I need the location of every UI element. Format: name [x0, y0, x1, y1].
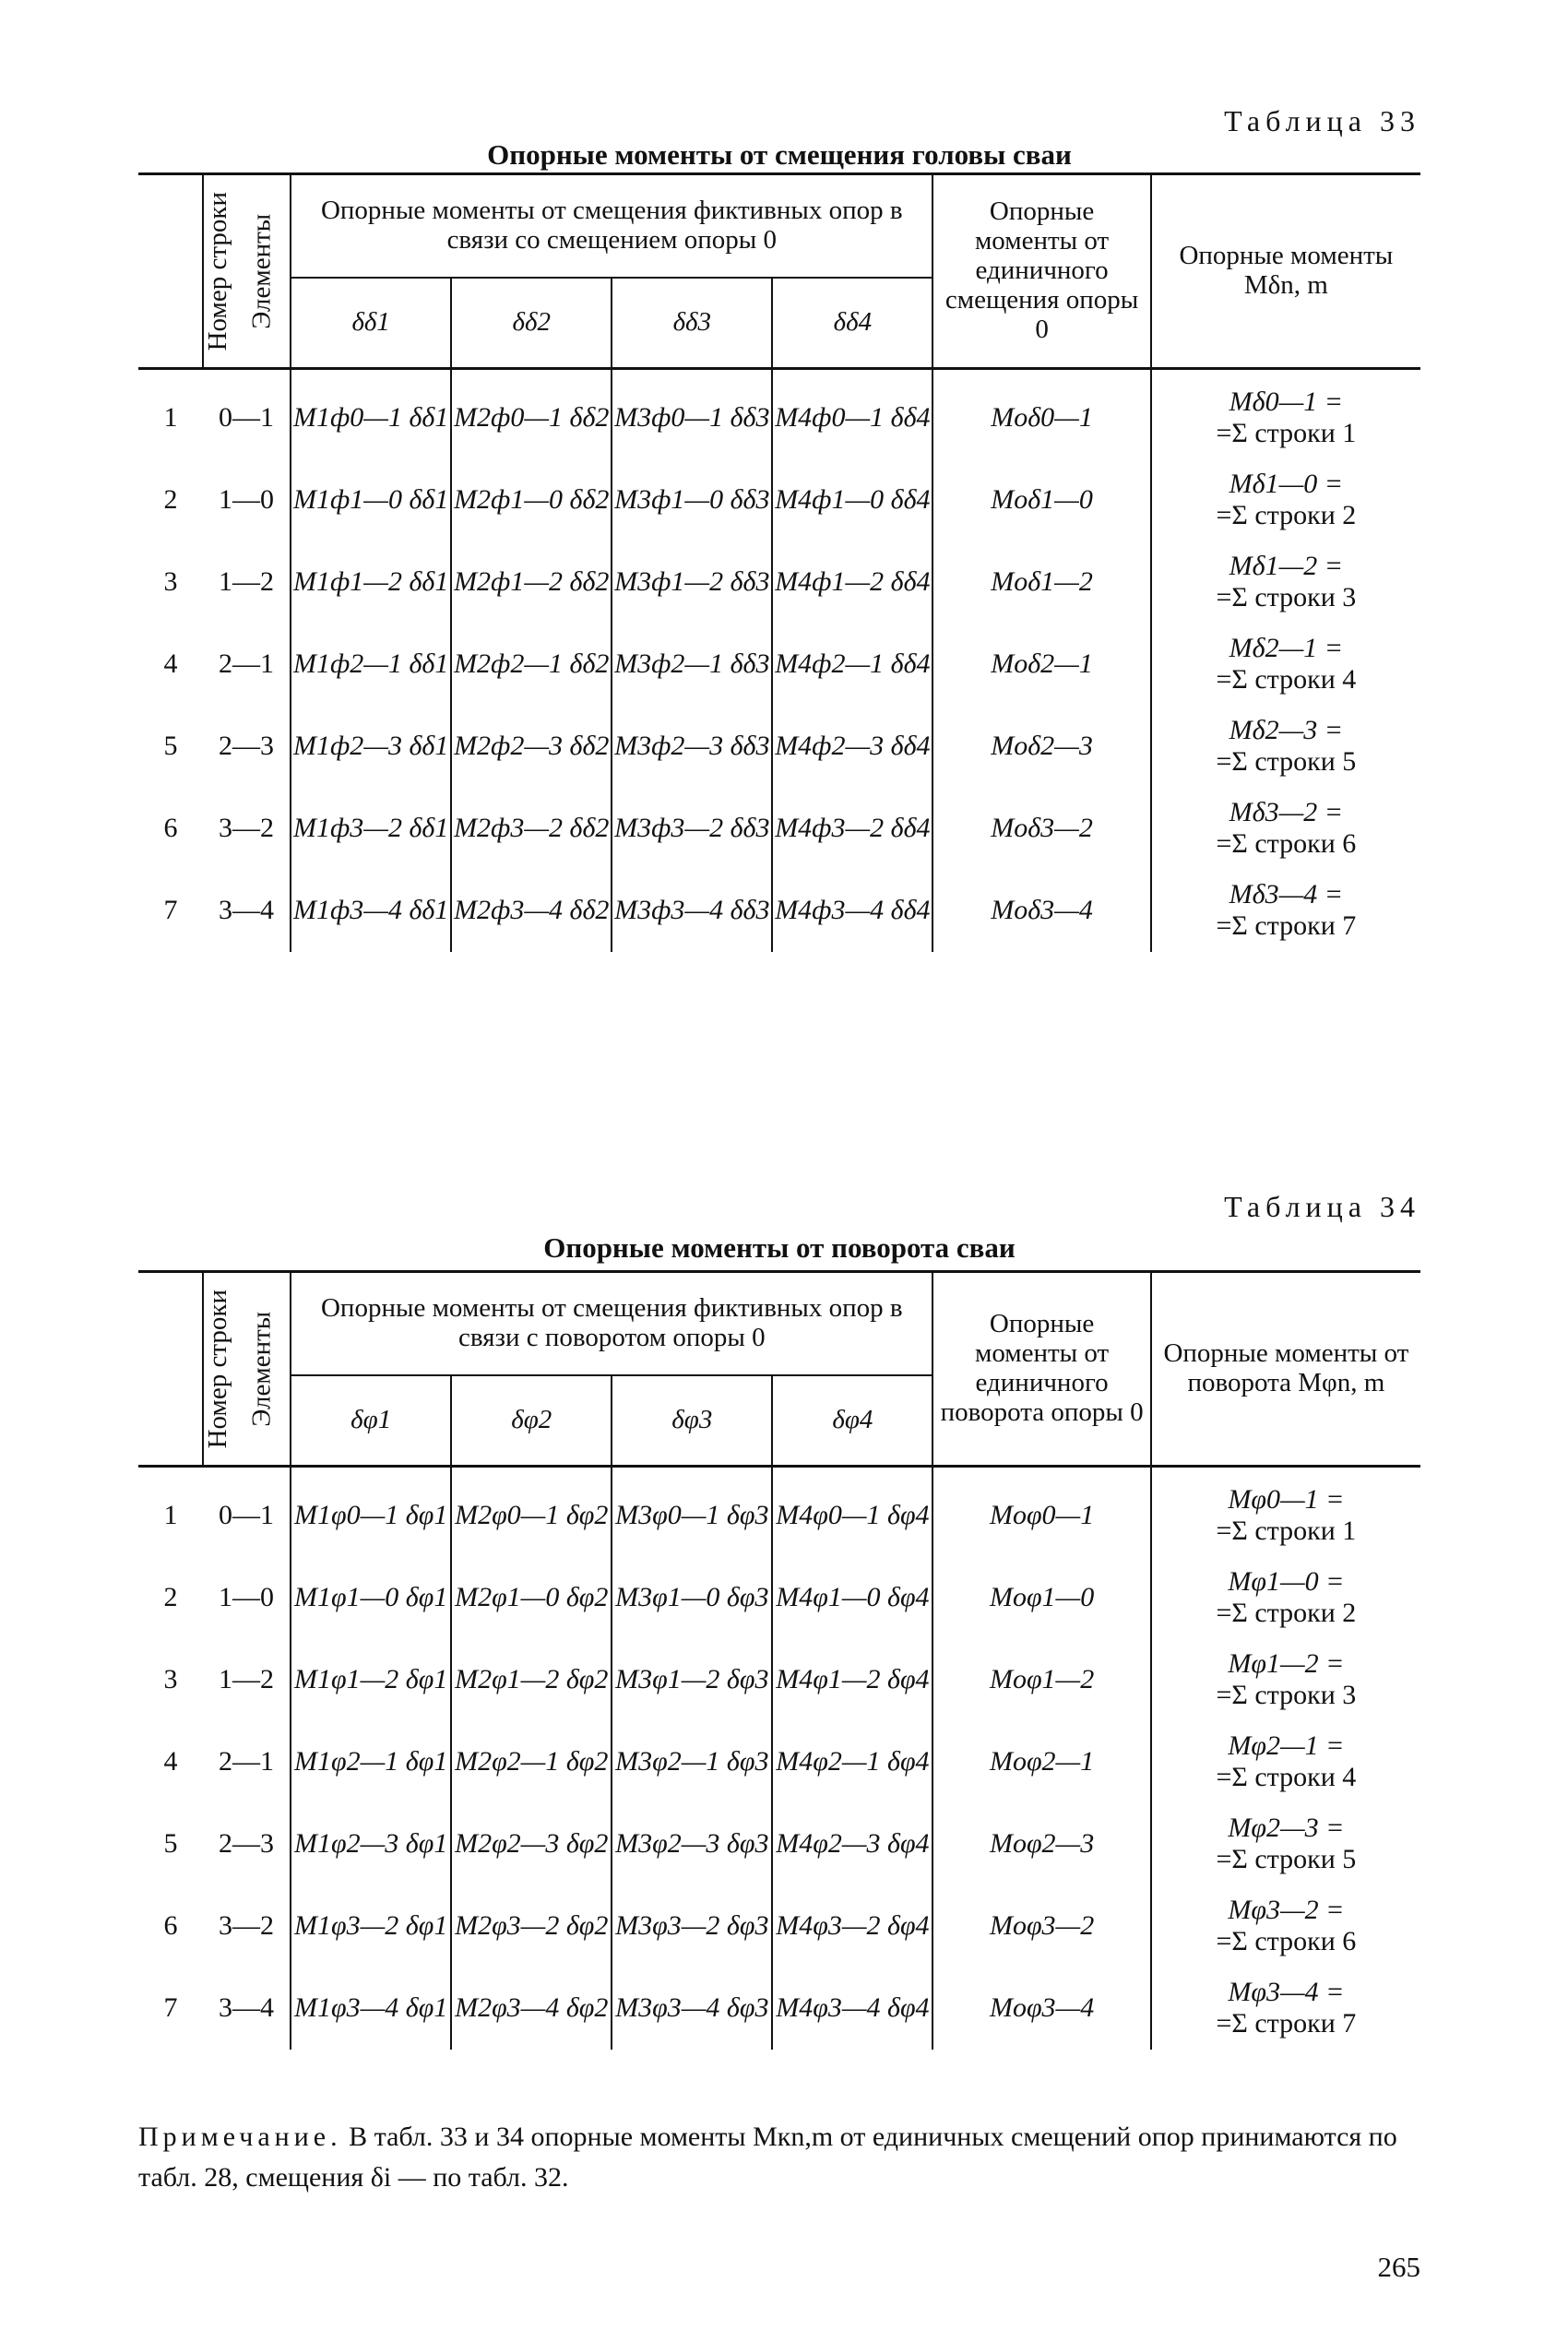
- table-row: [138, 1639, 1420, 1721]
- moment-cell: M4ф1—0 δδ4: [772, 459, 932, 541]
- moment-cell: M4φ3—2 δφ4: [772, 1885, 932, 1968]
- sum-cell: Mφ1—2 = =Σ строки 3: [1151, 1639, 1420, 1721]
- sum-cell: Mδ1—2 = =Σ строки 3: [1151, 541, 1420, 624]
- row-number: 1: [163, 402, 178, 433]
- row-number: 7: [163, 895, 178, 925]
- moment-cell: M1φ0—1 δφ1: [291, 1466, 451, 1557]
- row-element: 2—1: [219, 1746, 275, 1777]
- table-row: [138, 1885, 1420, 1968]
- header-elements: Элементы: [203, 1272, 291, 1467]
- table-33-number: Таблица 33: [1224, 104, 1420, 137]
- header-row-number: Номер строки: [138, 1272, 203, 1467]
- sum-cell: Mφ2—3 = =Σ строки 5: [1151, 1803, 1420, 1885]
- moment-cell: M2ф3—4 δδ2: [451, 870, 612, 952]
- row-element: 3—2: [219, 1910, 275, 1941]
- moment-cell: M3φ3—2 δφ3: [612, 1885, 772, 1968]
- subheader-delta-3: δδ3: [612, 278, 772, 369]
- subheader-phi-1: δφ1: [291, 1375, 451, 1467]
- moment-cell: M3φ1—2 δφ3: [612, 1639, 772, 1721]
- moment-cell: M4φ0—1 δφ4: [772, 1466, 932, 1557]
- moment-cell: M2φ2—1 δφ2: [451, 1721, 612, 1803]
- unit-moment-cell: Mоφ1—0: [932, 1557, 1150, 1639]
- moment-cell: M1φ1—2 δφ1: [291, 1639, 451, 1721]
- moment-cell: M4ф3—2 δδ4: [772, 788, 932, 870]
- row-element: 3—2: [219, 813, 275, 843]
- row-number: 5: [163, 731, 178, 761]
- row-element: 1—0: [219, 484, 275, 515]
- subheader-phi-4: δφ4: [772, 1375, 932, 1467]
- row-element: 0—1: [219, 1500, 275, 1530]
- table-row: [138, 706, 1420, 788]
- unit-moment-cell: Mоδ2—1: [932, 624, 1150, 706]
- moment-cell: M4ф3—4 δδ4: [772, 870, 932, 952]
- moment-cell: M1φ1—0 δφ1: [291, 1557, 451, 1639]
- moment-cell: M4φ1—2 δφ4: [772, 1639, 932, 1721]
- moment-cell: M4ф2—1 δδ4: [772, 624, 932, 706]
- moment-cell: M4φ1—0 δφ4: [772, 1557, 932, 1639]
- moment-cell: M4φ2—1 δφ4: [772, 1721, 932, 1803]
- row-number: 6: [163, 1910, 178, 1941]
- header-row-number: Номер строки: [138, 174, 203, 369]
- moment-cell: M3ф0—1 δδ3: [612, 368, 772, 459]
- row-element: 3—4: [219, 1992, 275, 2023]
- header-fictitious-supports: Опорные моменты от смещения фиктивных опор в связи с поворотом опоры 0: [291, 1272, 932, 1375]
- row-element: 1—2: [219, 566, 275, 597]
- table-row: [138, 1721, 1420, 1803]
- header-total-moments: Опорные моменты Mδn, m: [1151, 174, 1420, 369]
- unit-moment-cell: Mоδ3—2: [932, 788, 1150, 870]
- note-text: В табл. 33 и 34 опорные моменты Mкn,m от единичных смещений опор принимаются по табл. 28, смещения δi — по табл. 32.: [138, 2122, 1397, 2193]
- moment-cell: M4ф2—3 δδ4: [772, 706, 932, 788]
- row-element: 1—0: [219, 1582, 275, 1612]
- row-number: 2: [163, 1582, 178, 1612]
- unit-moment-cell: Mоδ2—3: [932, 706, 1150, 788]
- moment-cell: M1ф2—3 δδ1: [291, 706, 451, 788]
- row-number: 5: [163, 1828, 178, 1859]
- table-34-caption: Опорные моменты от поворота сваи: [543, 1231, 1016, 1264]
- row-element: 1—2: [219, 1664, 275, 1694]
- table-row: [138, 459, 1420, 541]
- row-number: 7: [163, 1992, 178, 2023]
- row-number: 3: [163, 566, 178, 597]
- table-row: [138, 624, 1420, 706]
- unit-moment-cell: Mоδ1—0: [932, 459, 1150, 541]
- unit-moment-cell: Mоδ0—1: [932, 368, 1150, 459]
- row-number: 1: [163, 1500, 178, 1530]
- row-element: 2—3: [219, 1828, 275, 1859]
- table-33-caption: Опорные моменты от смещения головы сваи: [487, 138, 1072, 171]
- row-number: 6: [163, 813, 178, 843]
- table-row: [138, 368, 1420, 459]
- sum-cell: Mδ1—0 = =Σ строки 2: [1151, 459, 1420, 541]
- moment-cell: M4ф1—2 δδ4: [772, 541, 932, 624]
- unit-moment-cell: Mоφ2—3: [932, 1803, 1150, 1885]
- table-34: [138, 1270, 1420, 2050]
- row-number: 4: [163, 648, 178, 679]
- table-note: [138, 2117, 1420, 2197]
- row-element: 0—1: [219, 402, 275, 433]
- moment-cell: M3φ2—1 δφ3: [612, 1721, 772, 1803]
- moment-cell: M2ф1—0 δδ2: [451, 459, 612, 541]
- sum-cell: Mφ0—1 = =Σ строки 1: [1151, 1466, 1420, 1557]
- unit-moment-cell: Mоδ1—2: [932, 541, 1150, 624]
- moment-cell: M3φ1—0 δφ3: [612, 1557, 772, 1639]
- row-element: 2—3: [219, 731, 275, 761]
- sum-cell: Mδ3—2 = =Σ строки 6: [1151, 788, 1420, 870]
- sum-cell: Mφ1—0 = =Σ строки 2: [1151, 1557, 1420, 1639]
- moment-cell: M4ф0—1 δδ4: [772, 368, 932, 459]
- sum-cell: Mδ2—1 = =Σ строки 4: [1151, 624, 1420, 706]
- moment-cell: M3φ3—4 δφ3: [612, 1968, 772, 2050]
- unit-moment-cell: Mоδ3—4: [932, 870, 1150, 952]
- page-number: 265: [1377, 2251, 1420, 2283]
- table-row: [138, 1968, 1420, 2050]
- moment-cell: M2φ0—1 δφ2: [451, 1466, 612, 1557]
- moment-cell: M4φ3—4 δφ4: [772, 1968, 932, 2050]
- moment-cell: M3ф3—4 δδ3: [612, 870, 772, 952]
- header-unit-rotation: Опорные моменты от единичного поворота опоры 0: [932, 1272, 1150, 1467]
- unit-moment-cell: Mоφ2—1: [932, 1721, 1150, 1803]
- sum-cell: Mδ2—3 = =Σ строки 5: [1151, 706, 1420, 788]
- header-unit-displacement: Опорные моменты от единичного смещения опоры 0: [932, 174, 1150, 369]
- table-row: [138, 1557, 1420, 1639]
- moment-cell: M1ф3—2 δδ1: [291, 788, 451, 870]
- moment-cell: M1ф1—0 δδ1: [291, 459, 451, 541]
- moment-cell: M1φ2—3 δφ1: [291, 1803, 451, 1885]
- unit-moment-cell: Mоφ3—2: [932, 1885, 1150, 1968]
- sum-cell: Mφ3—4 = =Σ строки 7: [1151, 1968, 1420, 2050]
- moment-cell: M1φ3—2 δφ1: [291, 1885, 451, 1968]
- sum-cell: Mφ3—2 = =Σ строки 6: [1151, 1885, 1420, 1968]
- subheader-phi-3: δφ3: [612, 1375, 772, 1467]
- header-fictitious-supports: Опорные моменты от смещения фиктивных опор в связи со смещением опоры 0: [291, 174, 932, 278]
- table-row: [138, 870, 1420, 952]
- subheader-delta-4: δδ4: [772, 278, 932, 369]
- row-number: 3: [163, 1664, 178, 1694]
- moment-cell: M2φ1—0 δφ2: [451, 1557, 612, 1639]
- moment-cell: M2φ1—2 δφ2: [451, 1639, 612, 1721]
- subheader-delta-1: δδ1: [291, 278, 451, 369]
- moment-cell: M2ф3—2 δδ2: [451, 788, 612, 870]
- moment-cell: M1ф1—2 δδ1: [291, 541, 451, 624]
- unit-moment-cell: Mоφ1—2: [932, 1639, 1150, 1721]
- moment-cell: M2ф0—1 δδ2: [451, 368, 612, 459]
- moment-cell: M3ф1—0 δδ3: [612, 459, 772, 541]
- moment-cell: M3ф2—1 δδ3: [612, 624, 772, 706]
- header-elements: Элементы: [203, 174, 291, 369]
- subheader-delta-2: δδ2: [451, 278, 612, 369]
- moment-cell: M2φ3—4 δφ2: [451, 1968, 612, 2050]
- note-label: Примечание.: [138, 2122, 342, 2152]
- moment-cell: M3ф1—2 δδ3: [612, 541, 772, 624]
- moment-cell: M2ф1—2 δδ2: [451, 541, 612, 624]
- row-number: 2: [163, 484, 178, 515]
- unit-moment-cell: Mоφ0—1: [932, 1466, 1150, 1557]
- moment-cell: M2ф2—3 δδ2: [451, 706, 612, 788]
- moment-cell: M1ф0—1 δδ1: [291, 368, 451, 459]
- moment-cell: M2φ3—2 δφ2: [451, 1885, 612, 1968]
- table-34-number: Таблица 34: [1224, 1190, 1420, 1223]
- moment-cell: M2ф2—1 δδ2: [451, 624, 612, 706]
- unit-moment-cell: Mоφ3—4: [932, 1968, 1150, 2050]
- table-33: [138, 172, 1420, 952]
- table-row: [138, 1466, 1420, 1557]
- sum-cell: Mδ0—1 = =Σ строки 1: [1151, 368, 1420, 459]
- table-row: [138, 541, 1420, 624]
- moment-cell: M3ф2—3 δδ3: [612, 706, 772, 788]
- sum-cell: Mφ2—1 = =Σ строки 4: [1151, 1721, 1420, 1803]
- moment-cell: M4φ2—3 δφ4: [772, 1803, 932, 1885]
- moment-cell: M3ф3—2 δδ3: [612, 788, 772, 870]
- subheader-phi-2: δφ2: [451, 1375, 612, 1467]
- table-row: [138, 788, 1420, 870]
- row-number: 4: [163, 1746, 178, 1777]
- moment-cell: M3φ0—1 δφ3: [612, 1466, 772, 1557]
- moment-cell: M1ф2—1 δδ1: [291, 624, 451, 706]
- moment-cell: M2φ2—3 δφ2: [451, 1803, 612, 1885]
- sum-cell: Mδ3—4 = =Σ строки 7: [1151, 870, 1420, 952]
- header-total-moments: Опорные моменты от поворота Mφn, m: [1151, 1272, 1420, 1467]
- moment-cell: M1φ2—1 δφ1: [291, 1721, 451, 1803]
- moment-cell: M1ф3—4 δδ1: [291, 870, 451, 952]
- table-row: [138, 1803, 1420, 1885]
- moment-cell: M3φ2—3 δφ3: [612, 1803, 772, 1885]
- moment-cell: M1φ3—4 δφ1: [291, 1968, 451, 2050]
- row-element: 3—4: [219, 895, 275, 925]
- row-element: 2—1: [219, 648, 275, 679]
